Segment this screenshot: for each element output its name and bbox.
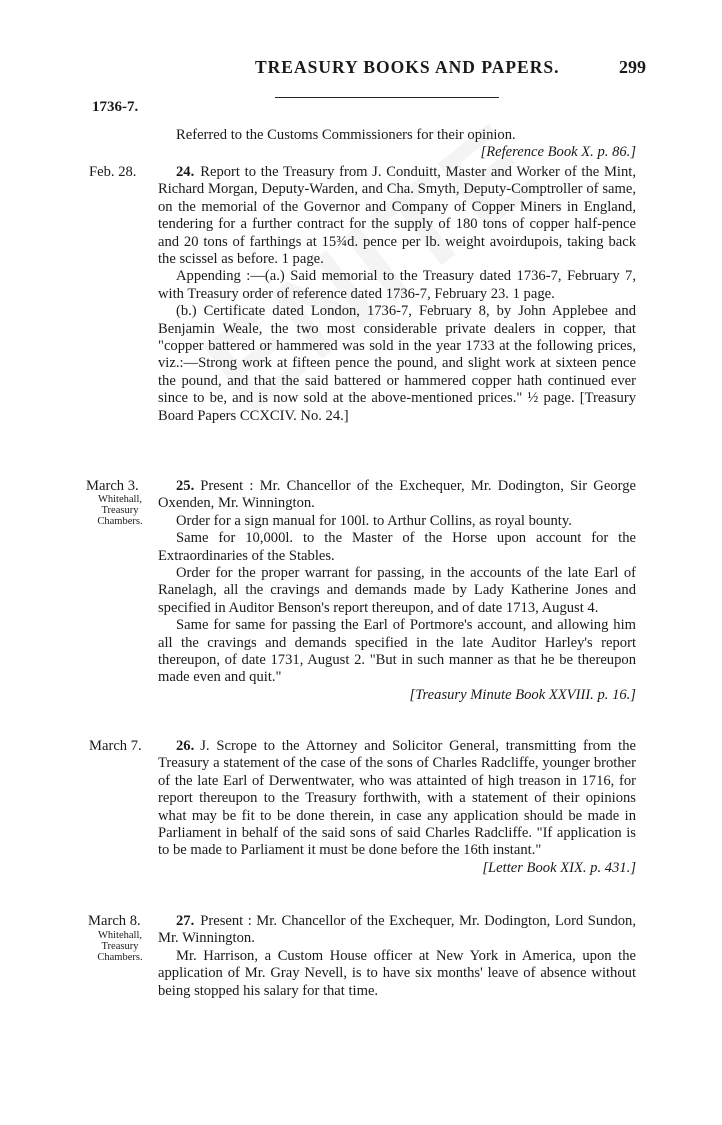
- entry-reference: [Letter Book XIX. p. 431.]: [482, 859, 636, 876]
- entry-paragraph: Report to the Treasury from J. Conduitt, Master and Worker of the Mint, Richard Morgan, Deputy-Warden, and Cha. Smyth, Deputy-Comptroller of same, on the memorial of the Governor and Company of Copper Miners in England, tendering for a further contract for the supply of 180 tons of copper half-pence and 20 tons of farthings at 15¾d. pence per lb. weight avoirdupois, taking back the scissel as before. 1 page.: [158, 164, 636, 268]
- entry-26: [158, 738, 636, 877]
- entry-date: March 3.: [86, 478, 139, 494]
- entry-24: [158, 164, 636, 425]
- page-number: 299: [619, 57, 646, 77]
- entry-number: 25.: [176, 478, 195, 494]
- entry-paragraph: Order for a sign manual for 100l. to Arthur Collins, as royal bounty.: [176, 512, 572, 529]
- entry-date: March 7.: [89, 738, 142, 754]
- entry-paragraph: Present : Mr. Chancellor of the Exchequer, Mr. Dodington, Sir George Oxenden, Mr. Winnington.: [158, 478, 636, 512]
- header-rule: [275, 97, 499, 98]
- entry-paragraph: Same for same for passing the Earl of Portmore's account, and allowing him all the cravings and demands specified in the late Auditor Harley's report thereupon, of date 1731, August 2. "But in such manner as that he be thereupon made even and quit.": [158, 617, 636, 686]
- entry-paragraph: Present : Mr. Chancellor of the Exchequer, Mr. Dodington, Lord Sundon, Mr. Winnington.: [158, 913, 636, 947]
- entry-date: March 8.: [88, 913, 141, 929]
- entry-place: Whitehall, Treasury Chambers.: [97, 494, 143, 527]
- entry-paragraph: (b.) Certificate dated London, 1736-7, February 8, by John Applebee and Benjamin Weale, the two most considerable private dealers in copper, that "copper battered or hammered was sold in the year 1733 at the following prices, viz.:—Strong work at fifteen pence the pound, and slight work at sixteen pence the pound, and that the said battered or hammered copper hath continued ever since to be, and is now sold at the above-mentioned prices." ½ page. [Treasury Board Papers CCXCIV. No. 24.]: [158, 303, 636, 424]
- entry-place: Whitehall, Treasury Chambers.: [97, 930, 143, 963]
- entry-reference: [Treasury Minute Book XXVIII. p. 16.]: [409, 686, 636, 703]
- entry-referral: [158, 127, 636, 162]
- entry-number: 27.: [176, 913, 195, 929]
- entry-number: 26.: [176, 738, 195, 754]
- entry-text: Referred to the Customs Commissioners for their opinion.: [176, 127, 516, 143]
- year-label: 1736-7.: [92, 99, 139, 115]
- entry-27: [158, 913, 636, 1000]
- entry-date: Feb. 28.: [89, 164, 137, 180]
- entry-25: [158, 478, 636, 704]
- entry-paragraph: Same for 10,000l. to the Master of the Horse upon account for the Extraordinaries of the Stables.: [158, 530, 636, 564]
- running-title: TREASURY BOOKS AND PAPERS.: [255, 57, 560, 77]
- entry-paragraph: Order for the proper warrant for passing, in the accounts of the late Earl of Ranelagh, all the cravings and demands made by Lady Katherine Jones and specified in Auditor Benson's report thereupon, and of date 1713, August 4.: [158, 565, 636, 616]
- entry-reference: [Reference Book X. p. 86.]: [480, 144, 636, 161]
- entry-paragraph: Appending :—(a.) Said memorial to the Treasury dated 1736-7, February 7, with Treasury order of reference dated 1736-7, February 23. 1 page.: [158, 268, 636, 302]
- entry-paragraph: J. Scrope to the Attorney and Solicitor General, transmitting from the Treasury a statement of the case of the sons of Charles Radcliffe, younger brother of the late Earl of Derwentwater, who was attainted of high treason in 1716, for report thereupon to the Treasury forthwith, with a statement of their opinions what may be fit to be done therein, in case any application should be made in Parliament in behalf of the said sons of said Charles Radcliffe. "If application is to be made to Parliament it must be done before the 16th instant.": [158, 738, 636, 859]
- entry-paragraph: Mr. Harrison, a Custom House officer at New York in America, upon the application of Mr. Gray Nevell, is to have six months' leave of absence without being stopped his salary for that time.: [158, 947, 636, 999]
- entry-number: 24.: [176, 164, 195, 180]
